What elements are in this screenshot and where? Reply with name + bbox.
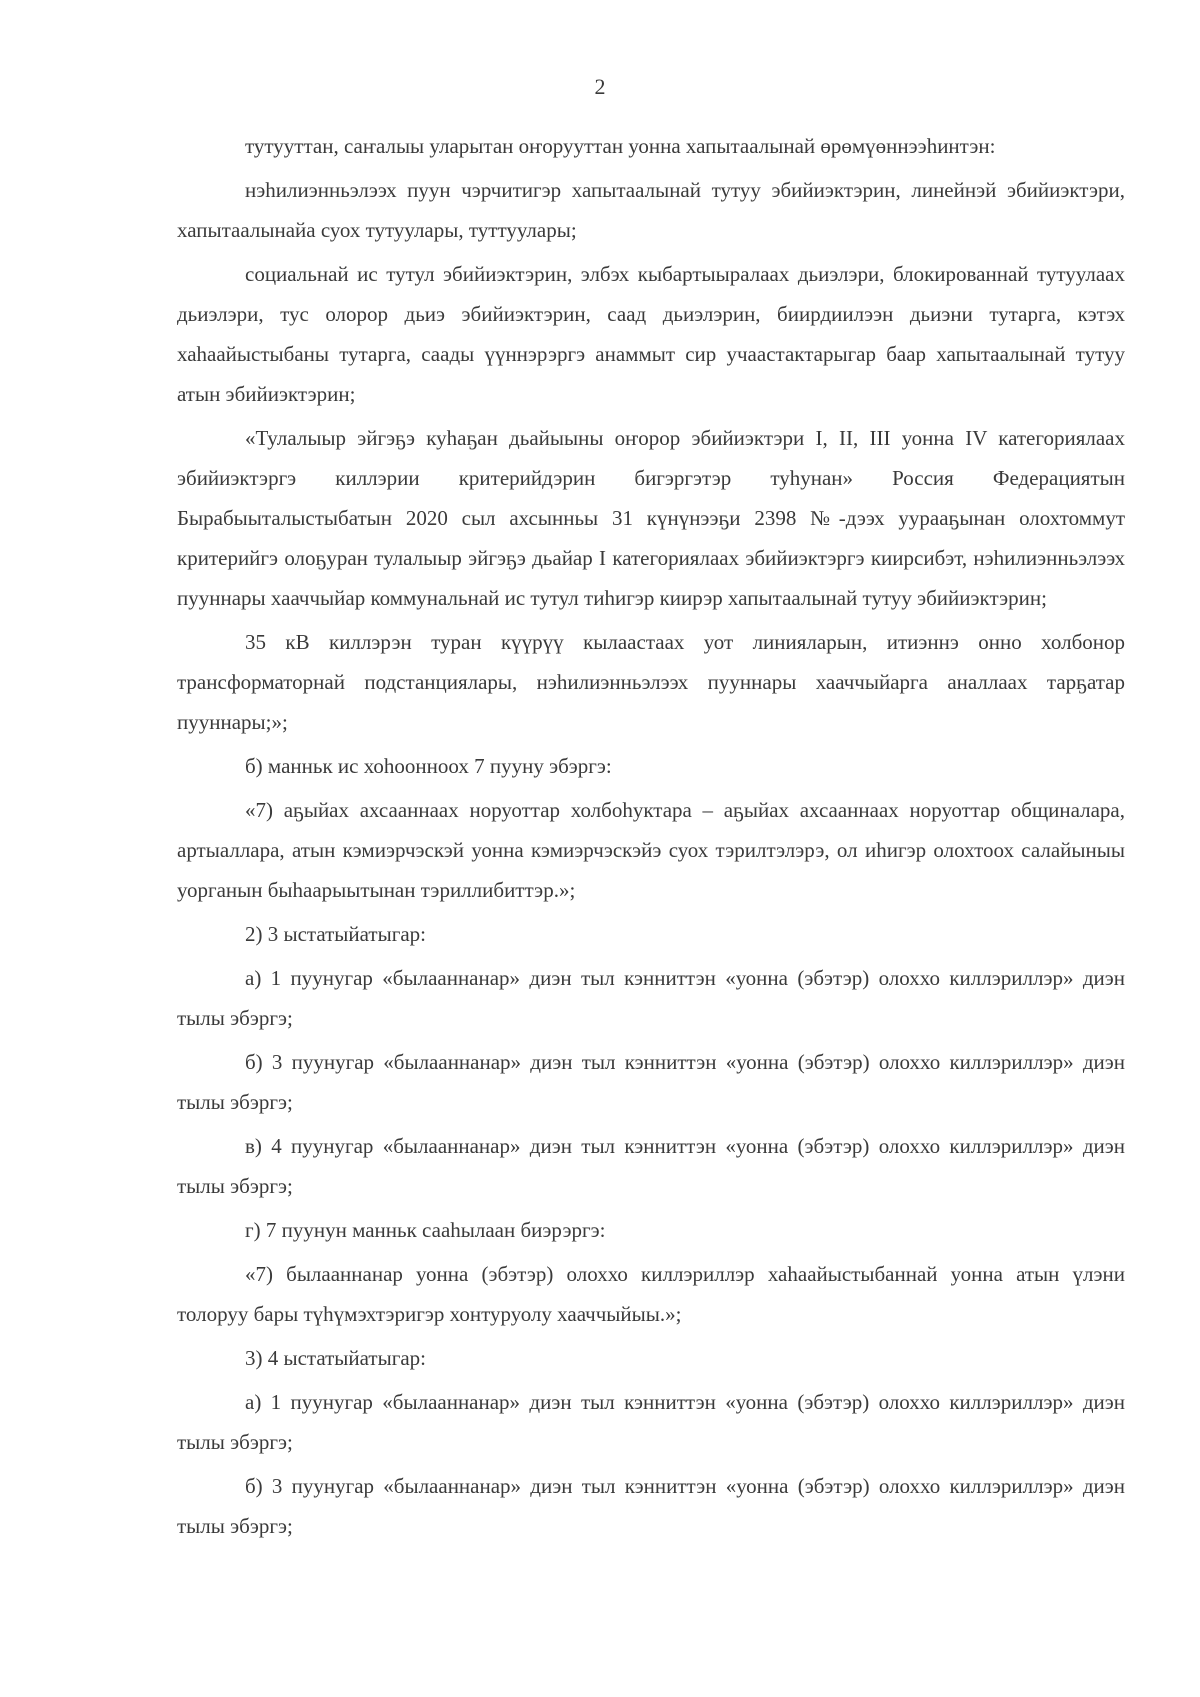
document-body — [177, 126, 1125, 1550]
paragraph-8: 2) 3 ыстатыйатыгар: — [245, 922, 426, 946]
paragraph-10: б) 3 пуунугар «былааннанар» диэн тыл кэнниттэн «уонна (эбэтэр) олоххо киллэриллэр» диэн тылы эбэргэ; — [177, 1050, 1125, 1114]
paragraph-5: 35 кВ киллэрэн туран күүрүү кылаастаах уот линияларын, итиэннэ онно холбонор трансформаторнай подстанциялары, нэһилиэнньэлээх пууннары хааччыйарга аналлаах тарҕатар пууннары;»; — [177, 630, 1125, 734]
paragraph-16: б) 3 пуунугар «былааннанар» диэн тыл кэнниттэн «уонна (эбэтэр) олоххо киллэриллэр» диэн тылы эбэргэ; — [177, 1474, 1125, 1538]
paragraph-3: социальнай ис тутул эбийиэктэрин, элбэх кыбартыыралаах дьиэлэри, блокированнай тутуулаах дьиэлэри, тус олорор дьиэ эбийиэктэрин, саад дьиэлэрин, биирдиилээн дьиэни тутарга, кэтэх хаһаайыстыбаны тутарга, саады үүннэрэргэ анаммыт сир учаастактарыгар баар хапытаалынай тутуу атын эбийиэктэрин; — [177, 262, 1125, 406]
paragraph-1: тутууттан, саҥалыы уларытан оҥорууттан уонна хапытаалынай өрөмүөннээһинтэн: — [245, 134, 996, 158]
paragraph-12: г) 7 пуунун манньк сааһылаан биэрэргэ: — [245, 1218, 606, 1242]
paragraph-15: а) 1 пуунугар «былааннанар» диэн тыл кэнниттэн «уонна (эбэтэр) олоххо киллэриллэр» диэн тылы эбэргэ; — [177, 1390, 1125, 1454]
paragraph-14: 3) 4 ыстатыйатыгар: — [245, 1346, 426, 1370]
paragraph-4: «Тулалыыр эйгэҕэ куһаҕан дьайыыны оҥорор эбийиэктэри I, II, III уонна IV категориялаах эбийиэктэргэ киллэрии критерийдэрин бигэргэтэр туһунан» Россия Федерациятын Бырабыыталыстыбатын 2020 сыл ахсынньы 31 күнүнээҕи 2398 №-дээх уурааҕынан олохтоммут критерийгэ олоҕуран тулалыыр эйгэҕэ дьайар I категориялаах эбийиэктэргэ киирсибэт, нэһилиэнньэлээх пууннары хааччыйар коммунальнай ис тутул тиһигэр киирэр хапытаалынай тутуу эбийиэктэрин; — [177, 426, 1125, 610]
paragraph-6: б) манньк ис хоһоонноох 7 пууну эбэргэ: — [245, 754, 612, 778]
paragraph-13: «7) былааннанар уонна (эбэтэр) олоххо киллэриллэр хаһаайыстыбаннай уонна атын үлэни толоруу бары түһүмэхтэригэр хонтуруолу хааччыйыы.»; — [177, 1262, 1125, 1326]
page-number: 2 — [594, 74, 606, 99]
paragraph-7: «7) аҕыйах ахсааннаах норуоттар холбоһуктара – аҕыйах ахсааннаах норуоттар общиналара, артыаллара, атын кэмиэрчэскэй уонна кэмиэрчэскэйэ суох тэрилтэлэрэ, ол иһигэр олохтоох салайыныы уорганын быһаарыытынан тэриллибиттэр.»; — [177, 798, 1125, 902]
paragraph-11: в) 4 пуунугар «былааннанар» диэн тыл кэнниттэн «уонна (эбэтэр) олоххо киллэриллэр» диэн тылы эбэргэ; — [177, 1134, 1125, 1198]
paragraph-2: нэһилиэнньэлээх пуун чэрчитигэр хапытаалынай тутуу эбийиэктэрин, линейнэй эбийиэктэри, хапытаалынайа суох тутуулары, туттуулары; — [177, 178, 1125, 242]
paragraph-9: а) 1 пуунугар «былааннанар» диэн тыл кэнниттэн «уонна (эбэтэр) олоххо киллэриллэр» диэн тылы эбэргэ; — [177, 966, 1125, 1030]
